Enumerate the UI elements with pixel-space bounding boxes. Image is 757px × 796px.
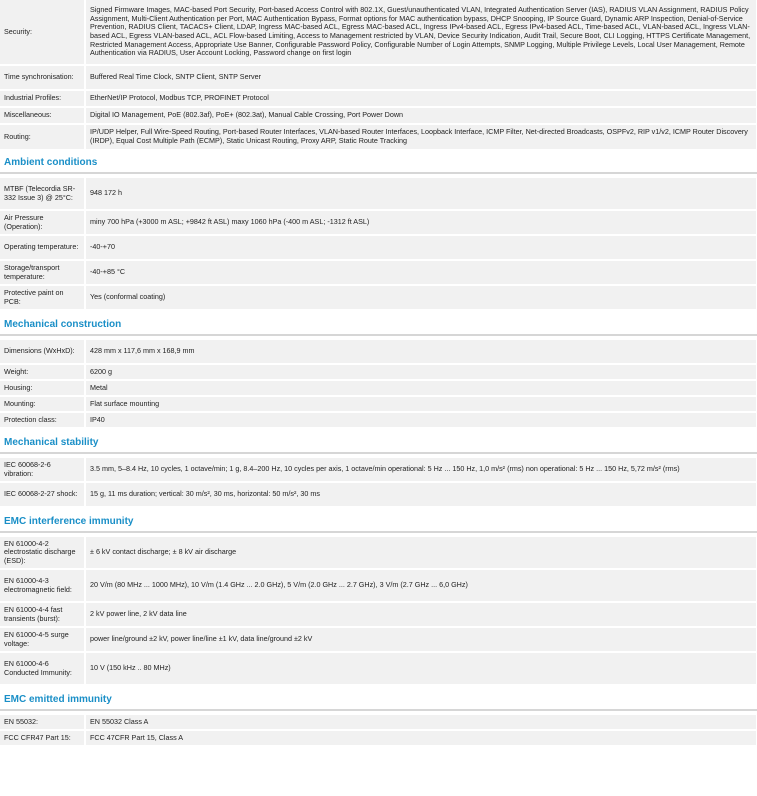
spec-label: Routing: — [0, 125, 86, 149]
spec-label: EN 61000-4-4 fast transients (burst): — [0, 603, 86, 626]
spec-row — [0, 715, 756, 729]
spec-label: EN 61000-4-5 surge voltage: — [0, 628, 86, 651]
spec-row — [0, 91, 756, 106]
spec-label: Security: — [0, 0, 86, 64]
spec-value: 428 mm x 117,6 mm x 168,9 mm — [86, 340, 756, 363]
emc-interference-table — [0, 535, 756, 686]
spec-row — [0, 397, 756, 411]
spec-label: Weight: — [0, 365, 86, 379]
spec-label: MTBF (Telecordia SR-332 Issue 3) @ 25°C: — [0, 178, 86, 209]
spec-value: EtherNet/IP Protocol, Modbus TCP, PROFINET Protocol — [86, 91, 756, 106]
spec-label: Industrial Profiles: — [0, 91, 86, 106]
spec-value: Yes (conformal coating) — [86, 286, 756, 309]
spec-row — [0, 365, 756, 379]
spec-row — [0, 236, 756, 259]
spec-value: power line/ground ±2 kV, power line/line ±1 kV, data line/ground ±2 kV — [86, 628, 756, 651]
spec-value: 15 g, 11 ms duration; vertical: 30 m/s², 30 ms, horizontal: 50 m/s², 30 ms — [86, 483, 756, 506]
spec-value: Signed Firmware Images, MAC-based Port Security, Port-based Access Control with 802.1X, Guest/unauthenticated VLAN, Integrated Authentication Server (IAS), RADIUS VLAN Assignment, RADIUS Policy Assignment, Multi-Client Authentication per Port, MAC Authentication Bypass, Format options for MAC authentication bypass, DHCP Snooping, IP Source Guard, Dynamic ARP Inspection, Denial-of-Service Prevention, RADIUS Client, TACACS+ Client, LDAP, Ingress MAC-based ACL, Egress MAC-based ACL, Ingress IPv4-based ACL, Egress IPv4-based ACL, Time-based ACL, VLAN-based ACL, Ingress VLAN-based ACL, Egress VLAN-based ACL, ACL Flow-based Limiting, Access to Management restricted by VLAN, Device Security Indication, Audit Trail, Secure Boot, CLI Logging, HTTPS Certificate Management, Restricted Management Access, Appropriate Use Banner, Configurable Password Policy, Configurable Number of Login Attempts, SNMP Logging, Multiple Privilege Levels, Local User Management, Remote Authentication via RADIUS, User Account Locking, Password change on first login — [86, 0, 756, 64]
spec-row — [0, 261, 756, 284]
spec-row — [0, 108, 756, 123]
spec-label: IEC 60068-2-6 vibration: — [0, 458, 86, 481]
spec-value: IP40 — [86, 413, 756, 427]
spec-value: 3.5 mm, 5–8.4 Hz, 10 cycles, 1 octave/min; 1 g, 8.4–200 Hz, 10 cycles per axis, 1 octave/min operational: 5 Hz ... 150 Hz, 1,0 m/s² (rms) non operational: 5 Hz ... 150 Hz, 5,72 m/s² (rms) — [86, 458, 756, 481]
spec-label: Dimensions (WxHxD): — [0, 340, 86, 363]
spec-label: EN 55032: — [0, 715, 86, 729]
spec-row — [0, 483, 756, 506]
mechanical-construction-table — [0, 338, 756, 429]
spec-value: 6200 g — [86, 365, 756, 379]
spec-label: FCC CFR47 Part 15: — [0, 731, 86, 745]
spec-value: 2 kV power line, 2 kV data line — [86, 603, 756, 626]
spec-row — [0, 570, 756, 601]
section-title: Ambient conditions — [0, 157, 757, 174]
spec-row — [0, 340, 756, 363]
spec-row — [0, 178, 756, 209]
spec-label: EN 61000-4-3 electromagnetic field: — [0, 570, 86, 601]
spec-row — [0, 537, 756, 568]
spec-value: FCC 47CFR Part 15, Class A — [86, 731, 756, 745]
spec-label: EN 61000-4-6 Conducted Immunity: — [0, 653, 86, 684]
spec-label: Protection class: — [0, 413, 86, 427]
spec-row — [0, 125, 756, 149]
spec-row — [0, 413, 756, 427]
spec-row — [0, 381, 756, 395]
spec-row — [0, 653, 756, 684]
spec-row — [0, 458, 756, 481]
spec-label: Protective paint on PCB: — [0, 286, 86, 309]
section-title: EMC interference immunity — [0, 516, 757, 533]
spec-row — [0, 66, 756, 89]
section-title: Mechanical construction — [0, 319, 757, 336]
spec-value: Flat surface mounting — [86, 397, 756, 411]
spec-label: IEC 60068-2-27 shock: — [0, 483, 86, 506]
spec-value: miny 700 hPa (+3000 m ASL; +9842 ft ASL) maxy 1060 hPa (-400 m ASL; -1312 ft ASL) — [86, 211, 756, 234]
spec-label: Housing: — [0, 381, 86, 395]
spec-row — [0, 211, 756, 234]
spec-label: Mounting: — [0, 397, 86, 411]
spec-value: ± 6 kV contact discharge; ± 8 kV air discharge — [86, 537, 756, 568]
spec-label: Time synchronisation: — [0, 66, 86, 89]
spec-value: Metal — [86, 381, 756, 395]
spec-value: Buffered Real Time Clock, SNTP Client, SNTP Server — [86, 66, 756, 89]
spec-value: 10 V (150 kHz .. 80 MHz) — [86, 653, 756, 684]
spec-row — [0, 731, 756, 745]
spec-label: EN 61000-4-2 electrostatic discharge (ESD): — [0, 537, 86, 568]
spec-label: Air Pressure (Operation): — [0, 211, 86, 234]
spec-row — [0, 0, 756, 64]
spec-label: Miscellaneous: — [0, 108, 86, 123]
spec-row — [0, 603, 756, 626]
spec-label: Operating temperature: — [0, 236, 86, 259]
spec-value: -40-+85 °C — [86, 261, 756, 284]
mechanical-stability-table — [0, 456, 756, 508]
spec-row — [0, 286, 756, 309]
spec-value: Digital IO Management, PoE (802.3af), PoE+ (802.3at), Manual Cable Crossing, Port Power Down — [86, 108, 756, 123]
spec-label: Storage/transport temperature: — [0, 261, 86, 284]
emc-emitted-table — [0, 713, 756, 747]
spec-value: EN 55032 Class A — [86, 715, 756, 729]
ambient-table — [0, 176, 756, 311]
section-title: Mechanical stability — [0, 437, 757, 454]
top-spec-table — [0, 0, 756, 151]
spec-value: 948 172 h — [86, 178, 756, 209]
spec-value: IP/UDP Helper, Full Wire-Speed Routing, Port-based Router Interfaces, VLAN-based Router Interfaces, Loopback Interface, ICMP Filter, Net-directed Broadcasts, OSPFv2, RIP v1/v2, ICMP Router Discovery (IRDP), Equal Cost Multiple Path (ECMP), Static Unicast Routing, Proxy ARP, Static Route Tracking — [86, 125, 756, 149]
section-title: EMC emitted immunity — [0, 694, 757, 711]
spec-value: -40-+70 — [86, 236, 756, 259]
spec-row — [0, 628, 756, 651]
spec-value: 20 V/m (80 MHz ... 1000 MHz), 10 V/m (1.4 GHz ... 2.0 GHz), 5 V/m (2.0 GHz ... 2.7 GHz), 3 V/m (2.7 GHz ... 6,0 GHz) — [86, 570, 756, 601]
